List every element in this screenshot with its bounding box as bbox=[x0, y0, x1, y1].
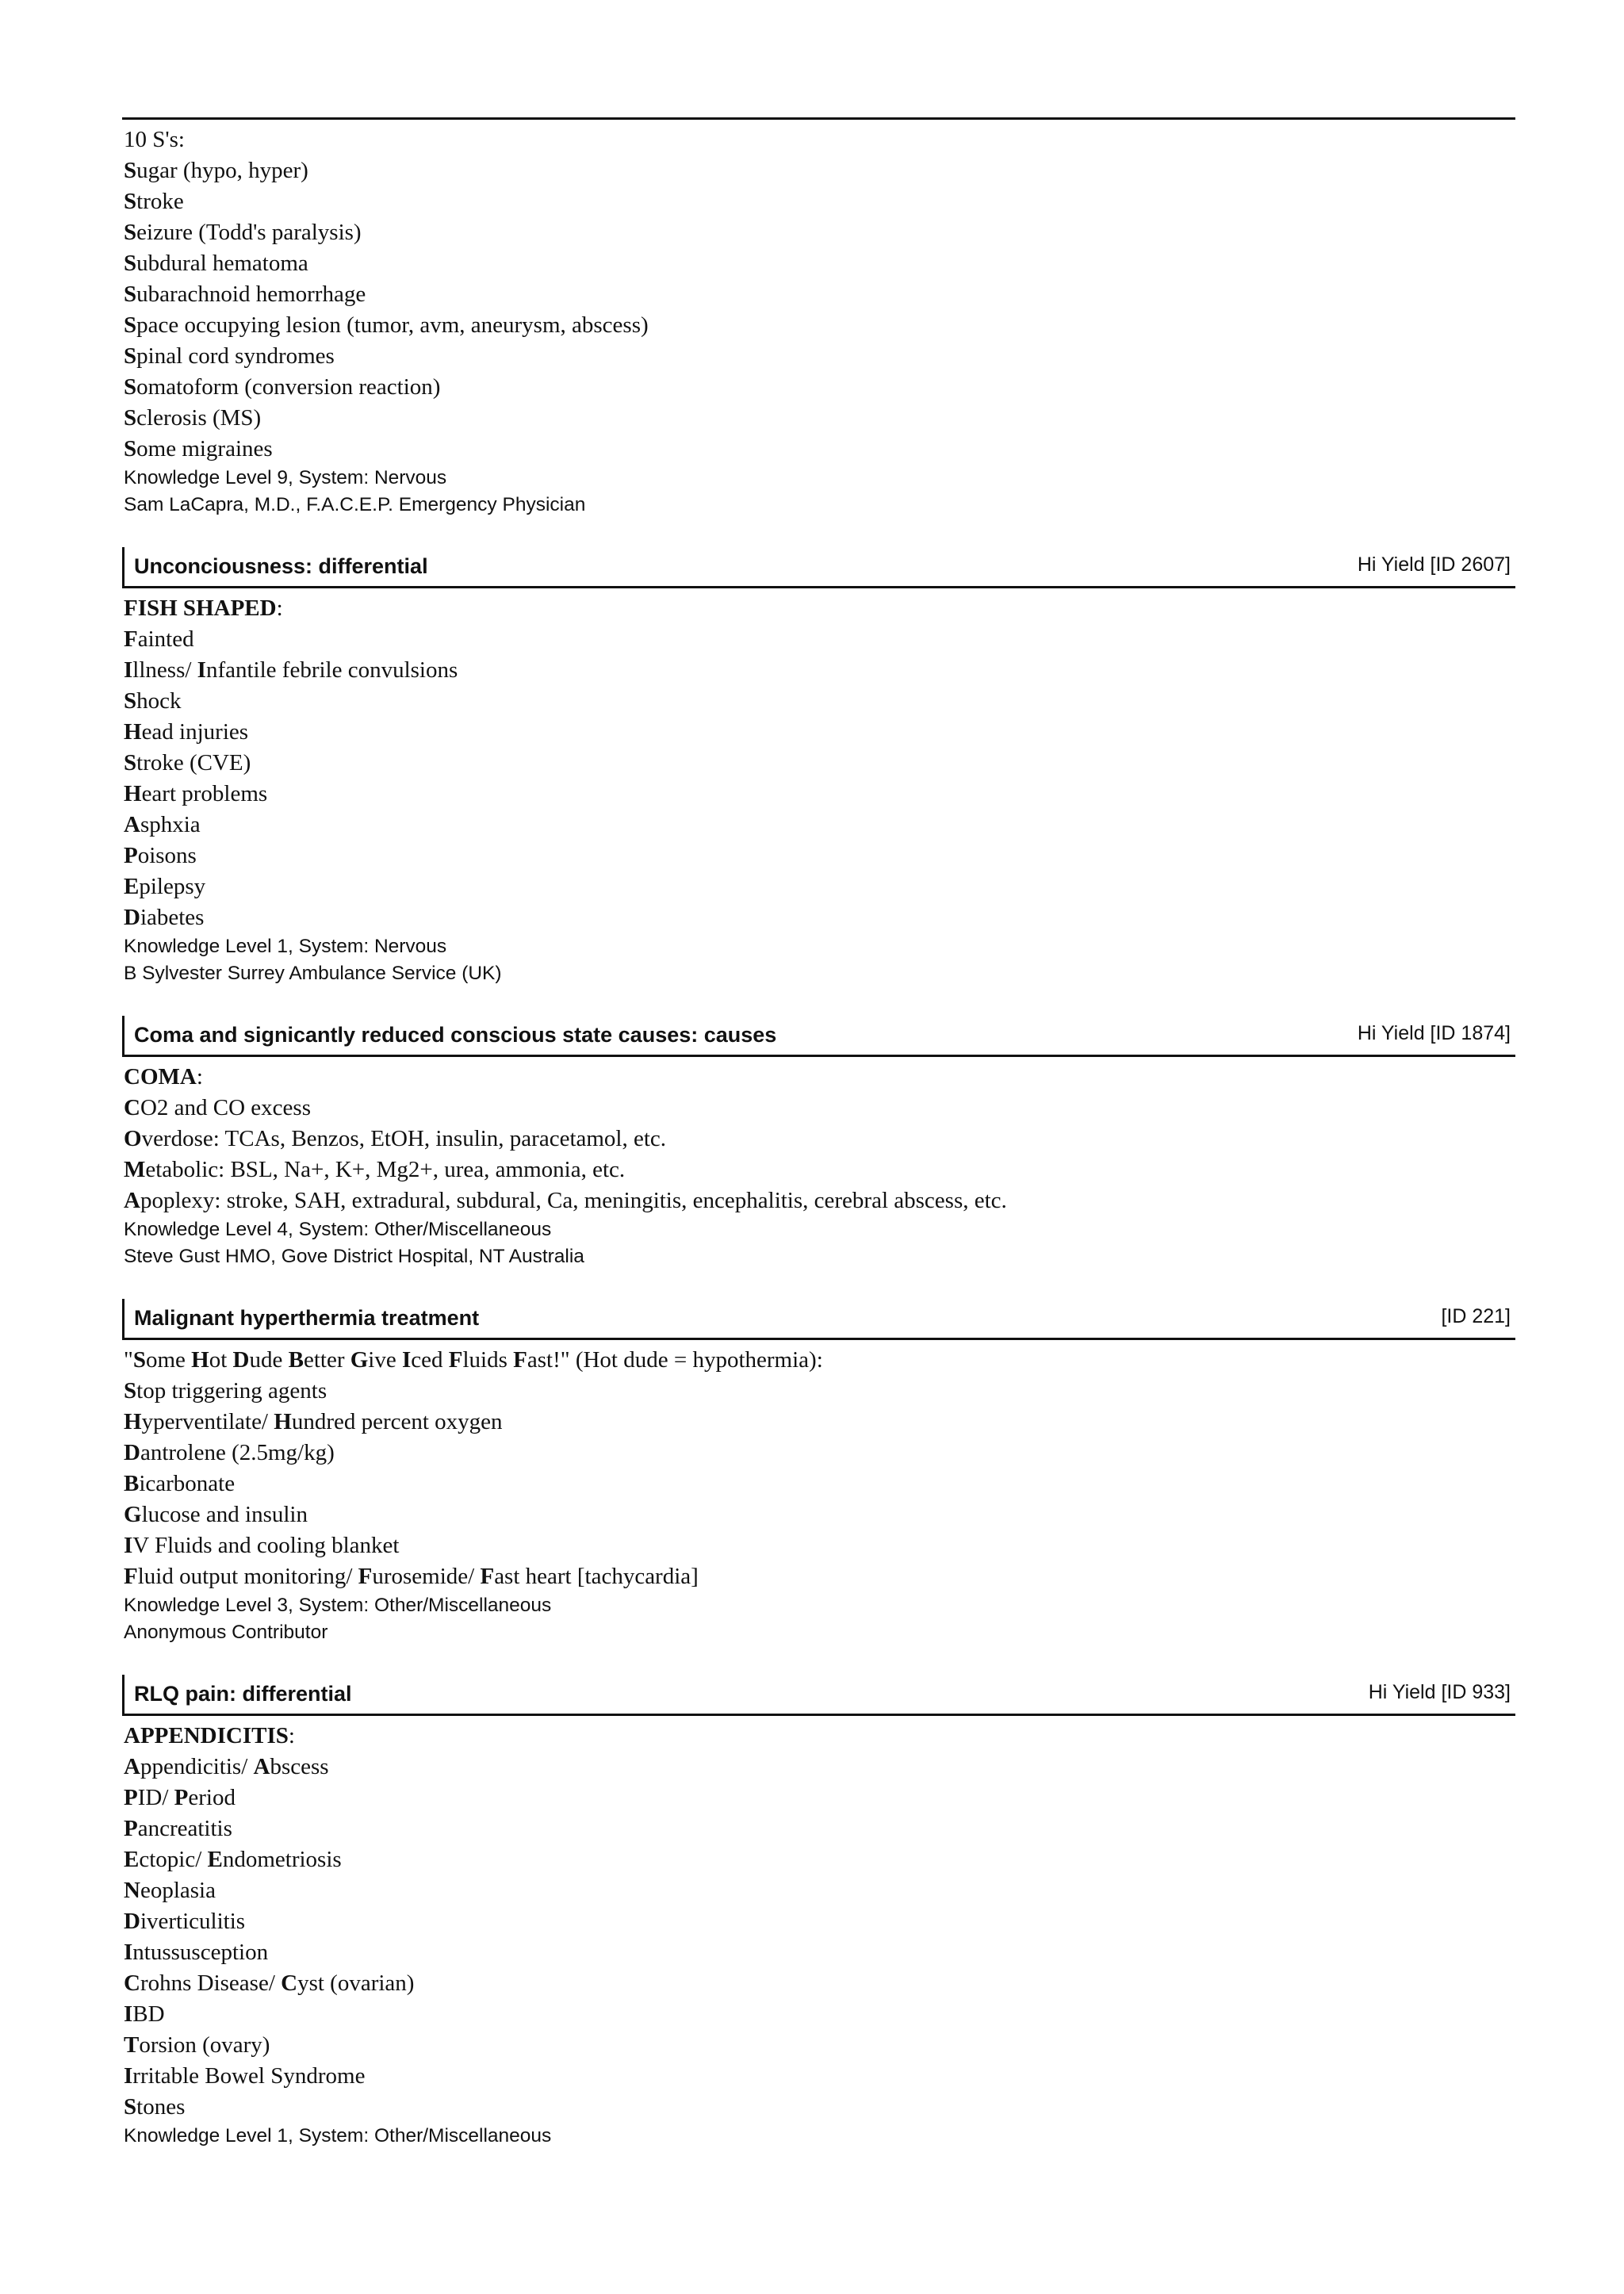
mnemonic-letter: S bbox=[124, 1378, 137, 1404]
mnemonic-text: lucose and insulin bbox=[141, 1502, 308, 1527]
mnemonic-text: ome migraines bbox=[136, 436, 273, 461]
mnemonic-letter: D bbox=[124, 905, 140, 930]
knowledge-level: Knowledge Level 1, System: Nervous bbox=[124, 936, 447, 957]
top-rule bbox=[122, 117, 1515, 120]
mnemonic-text: : bbox=[196, 1064, 203, 1090]
entry-title: Unconciousness: differential bbox=[134, 554, 428, 578]
mnemonic-line bbox=[124, 372, 1515, 403]
mnemonic-text: ppendicitis/ bbox=[140, 1754, 254, 1779]
mnemonic-text: ntussusception bbox=[132, 1940, 269, 1965]
mnemonic-text: orsion (ovary) bbox=[139, 2032, 270, 2058]
mnemonic-text: ome bbox=[145, 1347, 192, 1373]
entry-header bbox=[122, 1299, 1515, 1340]
entry-body bbox=[122, 1721, 1515, 2150]
mnemonic-entry bbox=[122, 519, 1515, 987]
mnemonic-line bbox=[124, 1968, 1515, 1999]
mnemonic-text: BD bbox=[132, 2001, 165, 2027]
mnemonic-text: rritable Bowel Syndrome bbox=[132, 2063, 366, 2089]
entry-yield-id: Hi Yield [ID 933] bbox=[1368, 1681, 1511, 1703]
mnemonic-text: ead injuries bbox=[141, 719, 249, 745]
mnemonic-letter: S bbox=[124, 405, 137, 431]
mnemonic-text: ast!" (Hot dude = hypothermia): bbox=[527, 1347, 823, 1373]
entry-yield-id: Hi Yield [ID 2607] bbox=[1357, 553, 1511, 576]
mnemonic-letter: S bbox=[124, 158, 137, 183]
mnemonic-text: omatoform (conversion reaction) bbox=[136, 374, 441, 400]
mnemonic-letter: S bbox=[124, 220, 137, 245]
mnemonic-text: luids bbox=[462, 1347, 514, 1373]
mnemonic-text: O2 and CO excess bbox=[140, 1095, 311, 1120]
mnemonic-text: troke bbox=[136, 189, 184, 214]
mnemonic-letter: M bbox=[124, 1157, 146, 1182]
mnemonic-entry bbox=[122, 987, 1515, 1270]
mnemonic-text: 10 S's: bbox=[124, 127, 185, 152]
entry-body bbox=[122, 593, 1515, 987]
mnemonic-line bbox=[124, 779, 1515, 810]
mnemonic-line bbox=[124, 1185, 1515, 1216]
entry-title: Malignant hyperthermia treatment bbox=[134, 1306, 480, 1330]
mnemonic-text: ast heart [tachycardia] bbox=[494, 1564, 699, 1589]
mnemonic-letter: H bbox=[274, 1409, 292, 1434]
entry-spacer bbox=[122, 519, 1515, 547]
entries-container bbox=[122, 124, 1515, 2150]
mnemonic-letter: E bbox=[124, 1847, 140, 1872]
mnemonic-letter: I bbox=[197, 657, 206, 683]
mnemonic-line bbox=[124, 310, 1515, 341]
mnemonic-letter: S bbox=[124, 189, 137, 214]
mnemonic-text: ugar (hypo, hyper) bbox=[136, 158, 308, 183]
mnemonic-line bbox=[124, 1376, 1515, 1407]
mnemonic-entry bbox=[122, 1270, 1515, 1646]
mnemonic-letter: P bbox=[174, 1785, 189, 1810]
mnemonic-letter: I bbox=[124, 2001, 133, 2027]
mnemonic-letter: H bbox=[191, 1347, 209, 1373]
mnemonic-text: sphxia bbox=[140, 812, 201, 837]
mnemonic-line bbox=[124, 248, 1515, 279]
mnemonic-line bbox=[124, 341, 1515, 372]
contributor: Anonymous Contributor bbox=[124, 1622, 328, 1643]
mnemonic-line bbox=[124, 1752, 1515, 1783]
document-page bbox=[122, 117, 1515, 2150]
entry-body bbox=[122, 124, 1515, 519]
contributor: Steve Gust HMO, Gove District Hospital, NT Australia bbox=[124, 1246, 584, 1267]
mnemonic-text: nfantile febrile convulsions bbox=[205, 657, 458, 683]
mnemonic-entry bbox=[122, 1646, 1515, 2150]
entry-header bbox=[122, 1675, 1515, 1716]
mnemonic-line bbox=[124, 624, 1515, 655]
mnemonic-line bbox=[124, 1499, 1515, 1530]
mnemonic-text: etabolic: BSL, Na+, K+, Mg2+, urea, ammonia, etc. bbox=[145, 1157, 626, 1182]
mnemonic-text: ID/ bbox=[137, 1785, 174, 1810]
mnemonic-letter: S bbox=[124, 750, 137, 776]
mnemonic-heading bbox=[124, 1721, 1515, 1752]
mnemonic-letter: H bbox=[124, 719, 142, 745]
mnemonic-line bbox=[124, 1783, 1515, 1813]
entry-body bbox=[122, 1345, 1515, 1646]
mnemonic-letter: P bbox=[124, 1785, 138, 1810]
mnemonic-text: luid output monitoring/ bbox=[137, 1564, 358, 1589]
mnemonic-text: ude bbox=[249, 1347, 289, 1373]
mnemonic-letter: O bbox=[124, 1126, 142, 1151]
mnemonic-text: eriod bbox=[188, 1785, 236, 1810]
mnemonic-letter: C bbox=[281, 1970, 298, 1996]
mnemonic-letter: S bbox=[124, 281, 137, 307]
mnemonic-line bbox=[124, 1844, 1515, 1875]
mnemonic-text: rohns Disease/ bbox=[140, 1970, 282, 1996]
mnemonic-text: ot bbox=[209, 1347, 233, 1373]
mnemonic-text: oisons bbox=[137, 843, 197, 868]
mnemonic-letter: S bbox=[124, 251, 137, 276]
entry-title: RLQ pain: differential bbox=[134, 1682, 352, 1706]
mnemonic-letter: G bbox=[124, 1502, 142, 1527]
entry-yield-id: [ID 221] bbox=[1441, 1305, 1511, 1327]
mnemonic-line bbox=[124, 2030, 1515, 2061]
mnemonic-text: eizure (Todd's paralysis) bbox=[136, 220, 362, 245]
mnemonic-line bbox=[124, 1813, 1515, 1844]
mnemonic-text: iabetes bbox=[140, 905, 205, 930]
entry-header bbox=[122, 547, 1515, 588]
mnemonic-line bbox=[124, 902, 1515, 933]
mnemonic-letter: I bbox=[124, 1533, 133, 1558]
mnemonic-text: pace occupying lesion (tumor, avm, aneurysm, abscess) bbox=[136, 312, 649, 338]
knowledge-level: Knowledge Level 9, System: Nervous bbox=[124, 467, 447, 488]
mnemonic-letter: C bbox=[124, 1095, 140, 1120]
mnemonic-text: ced bbox=[411, 1347, 449, 1373]
mnemonic-letter: H bbox=[124, 781, 142, 806]
entry-spacer bbox=[122, 1270, 1515, 1299]
mnemonic-letter: S bbox=[124, 688, 137, 714]
mnemonic-text: pilepsy bbox=[139, 874, 206, 899]
mnemonic-text: ubarachnoid hemorrhage bbox=[136, 281, 366, 307]
mnemonic-letter: N bbox=[124, 1878, 140, 1903]
mnemonic-line bbox=[124, 2092, 1515, 2123]
mnemonic-line bbox=[124, 403, 1515, 434]
entry-spacer bbox=[122, 987, 1515, 1016]
mnemonic-text: etter bbox=[303, 1347, 350, 1373]
mnemonic-line bbox=[124, 1124, 1515, 1155]
mnemonic-letter: F bbox=[358, 1564, 373, 1589]
mnemonic-line bbox=[124, 2061, 1515, 2092]
mnemonic-text: llness/ bbox=[132, 657, 197, 683]
mnemonic-line bbox=[124, 1530, 1515, 1561]
mnemonic-line bbox=[124, 155, 1515, 186]
mnemonic-line bbox=[124, 1469, 1515, 1499]
contributor: B Sylvester Surrey Ambulance Service (UK) bbox=[124, 963, 502, 984]
mnemonic-letter: G bbox=[350, 1347, 369, 1373]
mnemonic-text: bscess bbox=[270, 1754, 329, 1779]
mnemonic-letter: A bbox=[124, 1754, 140, 1779]
mnemonic-text: iverticulitis bbox=[140, 1909, 246, 1934]
mnemonic-letter: S bbox=[124, 312, 137, 338]
mnemonic-text: hock bbox=[136, 688, 182, 714]
mnemonic-heading bbox=[124, 124, 1515, 155]
mnemonic-letter: P bbox=[124, 1816, 138, 1841]
mnemonic-line bbox=[124, 434, 1515, 465]
mnemonic-letter: F bbox=[124, 1564, 138, 1589]
mnemonic-letter: COMA bbox=[124, 1064, 197, 1090]
mnemonic-text: : bbox=[276, 596, 283, 621]
mnemonic-letter: S bbox=[124, 343, 137, 369]
mnemonic-text: verdose: TCAs, Benzos, EtOH, insulin, paracetamol, etc. bbox=[141, 1126, 667, 1151]
mnemonic-text: antrolene (2.5mg/kg) bbox=[140, 1440, 335, 1465]
mnemonic-text: eoplasia bbox=[140, 1878, 216, 1903]
mnemonic-letter: D bbox=[232, 1347, 250, 1373]
mnemonic-text: top triggering agents bbox=[136, 1378, 327, 1404]
mnemonic-letter: P bbox=[124, 843, 138, 868]
mnemonic-text: V Fluids and cooling blanket bbox=[132, 1533, 400, 1558]
mnemonic-line bbox=[124, 1937, 1515, 1968]
mnemonic-text: ive bbox=[368, 1347, 402, 1373]
mnemonic-line bbox=[124, 1561, 1515, 1592]
mnemonic-letter: E bbox=[207, 1847, 223, 1872]
mnemonic-text: troke (CVE) bbox=[136, 750, 251, 776]
mnemonic-text: ancreatitis bbox=[137, 1816, 232, 1841]
mnemonic-letter: H bbox=[124, 1409, 142, 1434]
mnemonic-line bbox=[124, 1906, 1515, 1937]
mnemonic-text: ainted bbox=[137, 626, 194, 652]
mnemonic-line bbox=[124, 1875, 1515, 1906]
mnemonic-line bbox=[124, 841, 1515, 871]
mnemonic-line bbox=[124, 871, 1515, 902]
mnemonic-letter: T bbox=[124, 2032, 140, 2058]
mnemonic-line bbox=[124, 717, 1515, 748]
mnemonic-letter: B bbox=[124, 1471, 140, 1496]
mnemonic-text: ctopic/ bbox=[139, 1847, 208, 1872]
mnemonic-line bbox=[124, 655, 1515, 686]
mnemonic-text: yperventilate/ bbox=[141, 1409, 274, 1434]
mnemonic-letter: D bbox=[124, 1909, 140, 1934]
knowledge-level: Knowledge Level 1, System: Other/Miscellaneous bbox=[124, 2125, 552, 2147]
mnemonic-text: clerosis (MS) bbox=[136, 405, 262, 431]
mnemonic-letter: F bbox=[513, 1347, 527, 1373]
mnemonic-text: icarbonate bbox=[139, 1471, 236, 1496]
mnemonic-text: urosemide/ bbox=[372, 1564, 481, 1589]
mnemonic-line bbox=[124, 1155, 1515, 1185]
mnemonic-text: poplexy: stroke, SAH, extradural, subdural, Ca, meningitis, encephalitis, cerebral abscess, etc. bbox=[140, 1188, 1007, 1213]
entry-body bbox=[122, 1062, 1515, 1270]
mnemonic-letter: F bbox=[448, 1347, 463, 1373]
mnemonic-text: ndometriosis bbox=[222, 1847, 342, 1872]
mnemonic-letter: S bbox=[124, 436, 137, 461]
mnemonic-line bbox=[124, 1407, 1515, 1438]
mnemonic-text: yst (ovarian) bbox=[297, 1970, 415, 1996]
knowledge-level: Knowledge Level 4, System: Other/Miscellaneous bbox=[124, 1219, 552, 1240]
entry-header bbox=[122, 1016, 1515, 1057]
mnemonic-letter: I bbox=[124, 657, 133, 683]
mnemonic-line bbox=[124, 748, 1515, 779]
mnemonic-heading bbox=[124, 1062, 1515, 1093]
mnemonic-text: ubdural hematoma bbox=[136, 251, 308, 276]
mnemonic-letter: I bbox=[401, 1347, 412, 1373]
mnemonic-letter: S bbox=[124, 374, 137, 400]
mnemonic-letter: S bbox=[132, 1347, 146, 1373]
mnemonic-letter: A bbox=[124, 812, 140, 837]
mnemonic-letter: A bbox=[124, 1188, 140, 1213]
knowledge-level: Knowledge Level 3, System: Other/Miscellaneous bbox=[124, 1595, 552, 1616]
mnemonic-letter: D bbox=[124, 1440, 140, 1465]
mnemonic-letter: S bbox=[124, 2094, 137, 2120]
mnemonic-line bbox=[124, 217, 1515, 248]
mnemonic-line bbox=[124, 1999, 1515, 2030]
entry-spacer bbox=[122, 1646, 1515, 1675]
mnemonic-text: : bbox=[288, 1723, 295, 1748]
mnemonic-line bbox=[124, 1093, 1515, 1124]
mnemonic-letter: B bbox=[288, 1347, 304, 1373]
mnemonic-line bbox=[124, 810, 1515, 841]
mnemonic-line bbox=[124, 686, 1515, 717]
mnemonic-letter: FISH SHAPED bbox=[124, 596, 277, 621]
entry-title: Coma and signicantly reduced conscious state causes: causes bbox=[134, 1023, 777, 1047]
mnemonic-letter: A bbox=[253, 1754, 270, 1779]
mnemonic-letter: F bbox=[124, 626, 138, 652]
mnemonic-letter: APPENDICITIS bbox=[124, 1723, 289, 1748]
contributor: Sam LaCapra, M.D., F.A.C.E.P. Emergency Physician bbox=[124, 494, 586, 515]
mnemonic-entry bbox=[122, 124, 1515, 519]
mnemonic-text: " bbox=[124, 1347, 133, 1373]
mnemonic-text: pinal cord syndromes bbox=[136, 343, 335, 369]
mnemonic-letter: C bbox=[124, 1970, 140, 1996]
entry-yield-id: Hi Yield [ID 1874] bbox=[1357, 1022, 1511, 1044]
mnemonic-text: undred percent oxygen bbox=[291, 1409, 503, 1434]
mnemonic-heading bbox=[124, 1345, 1515, 1376]
mnemonic-letter: F bbox=[480, 1564, 495, 1589]
mnemonic-text: eart problems bbox=[141, 781, 268, 806]
mnemonic-line bbox=[124, 279, 1515, 310]
mnemonic-line bbox=[124, 186, 1515, 217]
mnemonic-letter: I bbox=[124, 2063, 133, 2089]
mnemonic-line bbox=[124, 1438, 1515, 1469]
mnemonic-text: tones bbox=[136, 2094, 186, 2120]
mnemonic-heading bbox=[124, 593, 1515, 624]
mnemonic-letter: E bbox=[124, 874, 140, 899]
mnemonic-letter: I bbox=[124, 1940, 133, 1965]
